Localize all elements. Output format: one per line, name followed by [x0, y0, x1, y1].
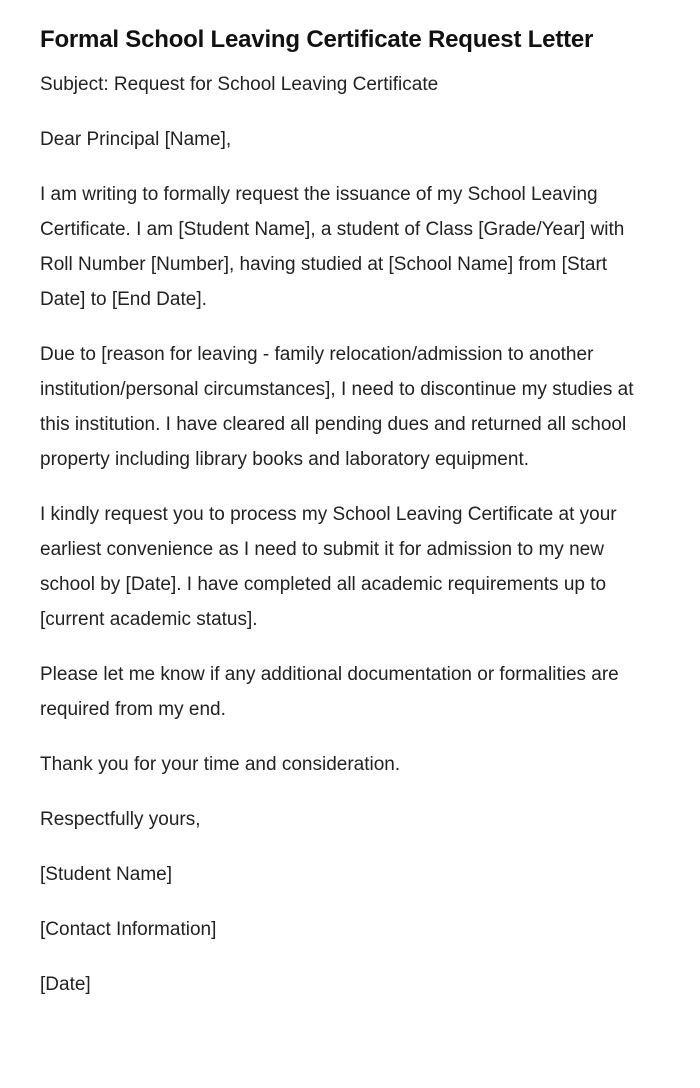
letter-title: Formal School Leaving Certificate Request Letter	[40, 26, 594, 53]
body-paragraph-3: I kindly request you to process my School Leaving Certificate at your earliest convenience as I need to submit it for admission to my new school by [Date]. I have completed all academic requirements up to [current academic status].	[40, 504, 617, 630]
subject-line: Subject: Request for School Leaving Certificate	[40, 74, 439, 95]
body-paragraph-1: I am writing to formally request the issuance of my School Leaving Certificate. I am [Student Name], a student of Class [Grade/Year] with Roll Number [Number], having studied at [School Name] from [Start Date] to [End Date].	[40, 184, 625, 310]
letter	[40, 22, 640, 1022]
salutation: Dear Principal [Name],	[40, 129, 232, 150]
signature-date: [Date]	[40, 974, 91, 995]
closing-line: Respectfully yours,	[40, 809, 201, 830]
signature-contact: [Contact Information]	[40, 919, 217, 940]
body-paragraph-4: Please let me know if any additional documentation or formalities are required from my end.	[40, 664, 619, 720]
thanks-line: Thank you for your time and consideration.	[40, 754, 401, 775]
signature-name: [Student Name]	[40, 864, 173, 885]
body-paragraph-2: Due to [reason for leaving - family relocation/admission to another institution/personal circumstances], I need to discontinue my studies at this institution. I have cleared all pending dues and returned all school property including library books and laboratory equipment.	[40, 344, 634, 470]
